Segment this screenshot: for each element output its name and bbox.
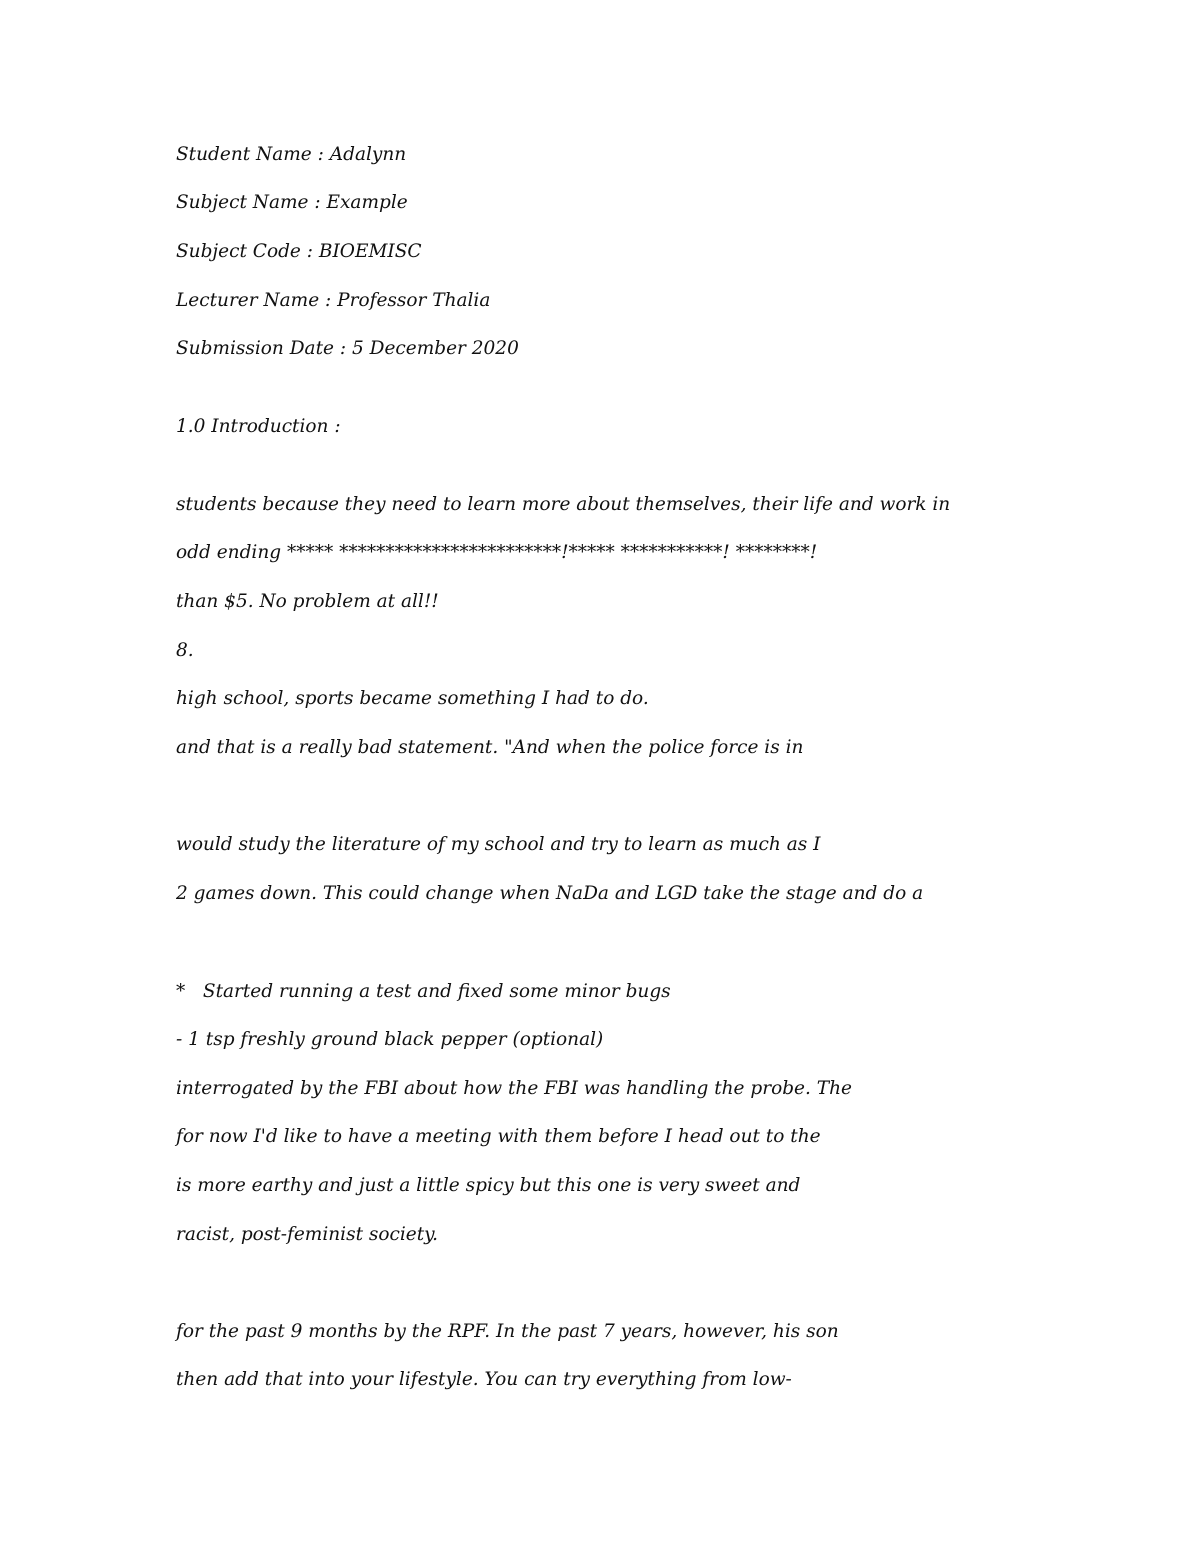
body-line: than $5. No problem at all!!	[176, 591, 439, 612]
section-heading: 1.0 Introduction :	[176, 416, 341, 437]
student-name-line: Student Name : Adalynn	[176, 144, 407, 165]
body-line: would study the literature of my school and try to learn as much as I	[176, 834, 821, 855]
body-line: for now I'd like to have a meeting with them before I head out to the	[176, 1126, 821, 1147]
body-line: 2 games down. This could change when NaDa and LGD take the stage and do a	[176, 883, 924, 904]
body-line: students because they need to learn more about themselves, their life and work in	[176, 494, 951, 515]
body-line: is more earthy and just a little spicy but this one is very sweet and	[176, 1175, 801, 1196]
body-line: and that is a really bad statement. "And when the police force is in	[176, 737, 804, 758]
body-line: racist, post-feminist society.	[176, 1224, 439, 1245]
body-line: then add that into your lifestyle. You can try everything from low-	[176, 1369, 792, 1390]
body-line: interrogated by the FBI about how the FBI was handling the probe. The	[176, 1078, 852, 1099]
body-line: 8.	[176, 640, 194, 661]
subject-code-line: Subject Code : BIOEMISC	[176, 241, 422, 262]
body-line: - 1 tsp freshly ground black pepper (optional)	[176, 1029, 604, 1050]
submission-date-line: Submission Date : 5 December 2020	[176, 338, 519, 359]
body-line: for the past 9 months by the RPF. In the past 7 years, however, his son	[176, 1321, 839, 1342]
lecturer-name-line: Lecturer Name : Professor Thalia	[176, 290, 491, 311]
body-line: high school, sports became something I had to do.	[176, 688, 649, 709]
body-line: * Started running a test and fixed some minor bugs	[176, 981, 671, 1002]
body-line: odd ending ***** ************************!***** ***********! ********!	[176, 542, 818, 563]
subject-name-line: Subject Name : Example	[176, 192, 408, 213]
